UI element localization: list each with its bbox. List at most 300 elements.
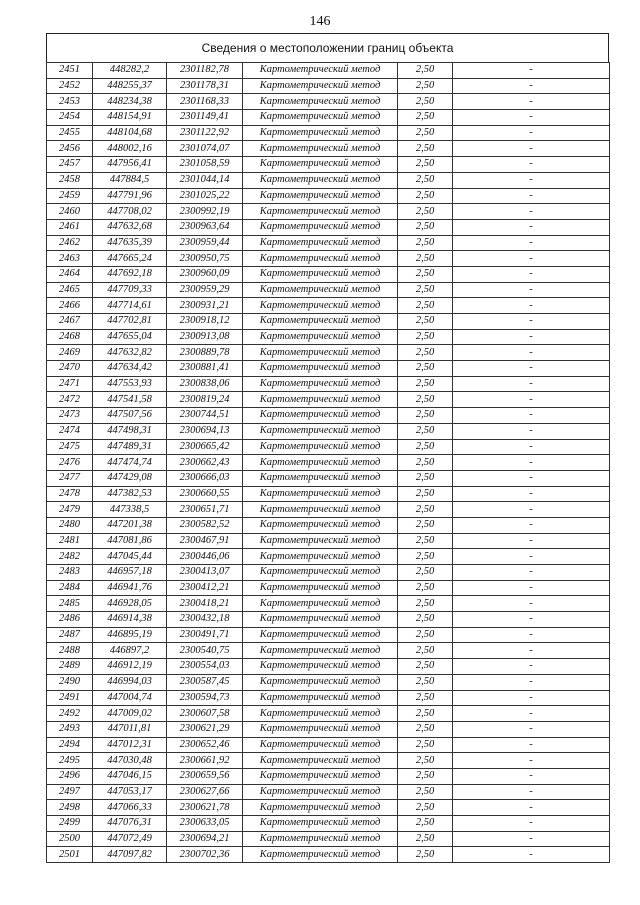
method-cell: Картометрический метод (243, 314, 398, 330)
y-coordinate-cell: 2300819,24 (167, 392, 243, 408)
page-number: 146 (309, 14, 331, 29)
point-number-cell: 2471 (47, 376, 93, 392)
x-coordinate-cell: 446941,76 (93, 580, 167, 596)
point-number-cell: 2484 (47, 580, 93, 596)
description-cell: - (453, 361, 610, 377)
accuracy-cell: 2,50 (398, 392, 453, 408)
accuracy-cell: 2,50 (398, 486, 453, 502)
accuracy-cell: 2,50 (398, 219, 453, 235)
point-number-cell: 2489 (47, 659, 93, 675)
method-cell: Картометрический метод (243, 847, 398, 863)
description-cell: - (453, 235, 610, 251)
description-cell: - (453, 63, 610, 79)
x-coordinate-cell: 447045,44 (93, 549, 167, 565)
table-row (47, 125, 610, 141)
accuracy-cell: 2,50 (398, 298, 453, 314)
accuracy-cell: 2,50 (398, 706, 453, 722)
accuracy-cell: 2,50 (398, 157, 453, 173)
description-cell: - (453, 408, 610, 424)
accuracy-cell: 2,50 (398, 580, 453, 596)
point-number-cell: 2468 (47, 329, 93, 345)
point-number-cell: 2456 (47, 141, 93, 157)
point-number-cell: 2481 (47, 533, 93, 549)
point-number-cell: 2469 (47, 345, 93, 361)
x-coordinate-cell: 446897,2 (93, 643, 167, 659)
method-cell: Картометрический метод (243, 204, 398, 220)
accuracy-cell: 2,50 (398, 690, 453, 706)
description-cell: - (453, 423, 610, 439)
description-cell: - (453, 847, 610, 863)
accuracy-cell: 2,50 (398, 643, 453, 659)
x-coordinate-cell: 447634,42 (93, 361, 167, 377)
accuracy-cell: 2,50 (398, 78, 453, 94)
accuracy-cell: 2,50 (398, 470, 453, 486)
description-cell: - (453, 627, 610, 643)
x-coordinate-cell: 447429,08 (93, 470, 167, 486)
accuracy-cell: 2,50 (398, 345, 453, 361)
y-coordinate-cell: 2300594,73 (167, 690, 243, 706)
method-cell: Картометрический метод (243, 737, 398, 753)
y-coordinate-cell: 2300960,09 (167, 266, 243, 282)
accuracy-cell: 2,50 (398, 596, 453, 612)
point-number-cell: 2457 (47, 157, 93, 173)
x-coordinate-cell: 447498,31 (93, 423, 167, 439)
table-row (47, 110, 610, 126)
table-row (47, 800, 610, 816)
method-cell: Картометрический метод (243, 674, 398, 690)
method-cell: Картометрический метод (243, 706, 398, 722)
method-cell: Картометрический метод (243, 455, 398, 471)
y-coordinate-cell: 2300587,45 (167, 674, 243, 690)
description-cell: - (453, 376, 610, 392)
y-coordinate-cell: 2300651,71 (167, 502, 243, 518)
description-cell: - (453, 612, 610, 628)
y-coordinate-cell: 2301182,78 (167, 63, 243, 79)
x-coordinate-cell: 447338,5 (93, 502, 167, 518)
x-coordinate-cell: 447004,74 (93, 690, 167, 706)
method-cell: Картометрический метод (243, 125, 398, 141)
method-cell: Картометрический метод (243, 643, 398, 659)
description-cell: - (453, 816, 610, 832)
method-cell: Картометрический метод (243, 188, 398, 204)
description-cell: - (453, 439, 610, 455)
x-coordinate-cell: 447791,96 (93, 188, 167, 204)
table-row (47, 439, 610, 455)
y-coordinate-cell: 2300992,19 (167, 204, 243, 220)
point-number-cell: 2458 (47, 172, 93, 188)
method-cell: Картометрический метод (243, 753, 398, 769)
coordinates-table (46, 62, 610, 863)
x-coordinate-cell: 447692,18 (93, 266, 167, 282)
accuracy-cell: 2,50 (398, 94, 453, 110)
method-cell: Картометрический метод (243, 627, 398, 643)
point-number-cell: 2460 (47, 204, 93, 220)
y-coordinate-cell: 2300881,41 (167, 361, 243, 377)
x-coordinate-cell: 446957,18 (93, 565, 167, 581)
y-coordinate-cell: 2300963,64 (167, 219, 243, 235)
x-coordinate-cell: 447076,31 (93, 816, 167, 832)
point-number-cell: 2496 (47, 768, 93, 784)
accuracy-cell: 2,50 (398, 549, 453, 565)
method-cell: Картометрический метод (243, 423, 398, 439)
y-coordinate-cell: 2300661,92 (167, 753, 243, 769)
table-row (47, 612, 610, 628)
description-cell: - (453, 470, 610, 486)
accuracy-cell: 2,50 (398, 565, 453, 581)
table-row (47, 517, 610, 533)
point-number-cell: 2466 (47, 298, 93, 314)
method-cell: Картометрический метод (243, 235, 398, 251)
table-row (47, 674, 610, 690)
x-coordinate-cell: 447474,74 (93, 455, 167, 471)
accuracy-cell: 2,50 (398, 455, 453, 471)
table-row (47, 172, 610, 188)
y-coordinate-cell: 2300446,06 (167, 549, 243, 565)
point-number-cell: 2470 (47, 361, 93, 377)
point-number-cell: 2493 (47, 721, 93, 737)
y-coordinate-cell: 2300621,29 (167, 721, 243, 737)
y-coordinate-cell: 2300702,36 (167, 847, 243, 863)
accuracy-cell: 2,50 (398, 204, 453, 220)
accuracy-cell: 2,50 (398, 674, 453, 690)
accuracy-cell: 2,50 (398, 816, 453, 832)
table-row (47, 470, 610, 486)
x-coordinate-cell: 447956,41 (93, 157, 167, 173)
point-number-cell: 2462 (47, 235, 93, 251)
description-cell: - (453, 172, 610, 188)
accuracy-cell: 2,50 (398, 502, 453, 518)
method-cell: Картометрический метод (243, 345, 398, 361)
method-cell: Картометрический метод (243, 251, 398, 267)
y-coordinate-cell: 2300959,29 (167, 282, 243, 298)
description-cell: - (453, 784, 610, 800)
accuracy-cell: 2,50 (398, 188, 453, 204)
table-row (47, 565, 610, 581)
method-cell: Картометрический метод (243, 486, 398, 502)
point-number-cell: 2477 (47, 470, 93, 486)
accuracy-cell: 2,50 (398, 172, 453, 188)
method-cell: Картометрический метод (243, 157, 398, 173)
y-coordinate-cell: 2300665,42 (167, 439, 243, 455)
x-coordinate-cell: 447884,5 (93, 172, 167, 188)
table-row (47, 831, 610, 847)
x-coordinate-cell: 447030,48 (93, 753, 167, 769)
x-coordinate-cell: 447011,81 (93, 721, 167, 737)
table-row (47, 721, 610, 737)
table-row (47, 282, 610, 298)
y-coordinate-cell: 2301044,14 (167, 172, 243, 188)
point-number-cell: 2474 (47, 423, 93, 439)
y-coordinate-cell: 2300491,71 (167, 627, 243, 643)
table-row (47, 204, 610, 220)
method-cell: Картометрический метод (243, 439, 398, 455)
method-cell: Картометрический метод (243, 768, 398, 784)
description-cell: - (453, 596, 610, 612)
table-row (47, 78, 610, 94)
boundary-sheet (46, 33, 609, 863)
description-cell: - (453, 345, 610, 361)
description-cell: - (453, 188, 610, 204)
description-cell: - (453, 94, 610, 110)
table-row (47, 298, 610, 314)
accuracy-cell: 2,50 (398, 423, 453, 439)
table-row (47, 502, 610, 518)
point-number-cell: 2452 (47, 78, 93, 94)
y-coordinate-cell: 2300652,46 (167, 737, 243, 753)
table-row (47, 533, 610, 549)
y-coordinate-cell: 2300582,52 (167, 517, 243, 533)
table-row (47, 580, 610, 596)
x-coordinate-cell: 447541,58 (93, 392, 167, 408)
description-cell: - (453, 455, 610, 471)
y-coordinate-cell: 2300554,03 (167, 659, 243, 675)
x-coordinate-cell: 447012,31 (93, 737, 167, 753)
method-cell: Картометрический метод (243, 502, 398, 518)
table-row (47, 643, 610, 659)
accuracy-cell: 2,50 (398, 376, 453, 392)
point-number-cell: 2497 (47, 784, 93, 800)
x-coordinate-cell: 447665,24 (93, 251, 167, 267)
x-coordinate-cell: 447553,93 (93, 376, 167, 392)
x-coordinate-cell: 447655,04 (93, 329, 167, 345)
method-cell: Картометрический метод (243, 800, 398, 816)
point-number-cell: 2475 (47, 439, 93, 455)
point-number-cell: 2491 (47, 690, 93, 706)
x-coordinate-cell: 447382,53 (93, 486, 167, 502)
x-coordinate-cell: 448255,37 (93, 78, 167, 94)
y-coordinate-cell: 2300467,91 (167, 533, 243, 549)
description-cell: - (453, 800, 610, 816)
table-row (47, 392, 610, 408)
method-cell: Картометрический метод (243, 298, 398, 314)
x-coordinate-cell: 447635,39 (93, 235, 167, 251)
table-row (47, 141, 610, 157)
y-coordinate-cell: 2300540,75 (167, 643, 243, 659)
y-coordinate-cell: 2300662,43 (167, 455, 243, 471)
table-row (47, 314, 610, 330)
y-coordinate-cell: 2300412,21 (167, 580, 243, 596)
point-number-cell: 2453 (47, 94, 93, 110)
y-coordinate-cell: 2300607,58 (167, 706, 243, 722)
point-number-cell: 2490 (47, 674, 93, 690)
y-coordinate-cell: 2300621,78 (167, 800, 243, 816)
accuracy-cell: 2,50 (398, 125, 453, 141)
point-number-cell: 2492 (47, 706, 93, 722)
method-cell: Картометрический метод (243, 282, 398, 298)
y-coordinate-cell: 2300432,18 (167, 612, 243, 628)
table-row (47, 376, 610, 392)
table-row (47, 345, 610, 361)
table-row (47, 486, 610, 502)
description-cell: - (453, 204, 610, 220)
method-cell: Картометрический метод (243, 596, 398, 612)
y-coordinate-cell: 2300418,21 (167, 596, 243, 612)
description-cell: - (453, 329, 610, 345)
y-coordinate-cell: 2300918,12 (167, 314, 243, 330)
table-row (47, 219, 610, 235)
point-number-cell: 2500 (47, 831, 93, 847)
y-coordinate-cell: 2300659,56 (167, 768, 243, 784)
description-cell: - (453, 517, 610, 533)
method-cell: Картометрический метод (243, 470, 398, 486)
x-coordinate-cell: 447053,17 (93, 784, 167, 800)
accuracy-cell: 2,50 (398, 329, 453, 345)
table-row (47, 659, 610, 675)
point-number-cell: 2498 (47, 800, 93, 816)
point-number-cell: 2451 (47, 63, 93, 79)
method-cell: Картометрический метод (243, 690, 398, 706)
description-cell: - (453, 486, 610, 502)
accuracy-cell: 2,50 (398, 612, 453, 628)
table-title: Сведения о местоположении границ объекта (46, 33, 609, 62)
point-number-cell: 2472 (47, 392, 93, 408)
point-number-cell: 2463 (47, 251, 93, 267)
method-cell: Картометрический метод (243, 219, 398, 235)
description-cell: - (453, 78, 610, 94)
coordinates-table-body (47, 63, 610, 863)
point-number-cell: 2455 (47, 125, 93, 141)
point-number-cell: 2476 (47, 455, 93, 471)
description-cell: - (453, 219, 610, 235)
method-cell: Картометрический метод (243, 141, 398, 157)
x-coordinate-cell: 447507,56 (93, 408, 167, 424)
accuracy-cell: 2,50 (398, 659, 453, 675)
method-cell: Картометрический метод (243, 408, 398, 424)
accuracy-cell: 2,50 (398, 282, 453, 298)
description-cell: - (453, 690, 610, 706)
description-cell: - (453, 266, 610, 282)
y-coordinate-cell: 2300694,13 (167, 423, 243, 439)
point-number-cell: 2495 (47, 753, 93, 769)
point-number-cell: 2485 (47, 596, 93, 612)
point-number-cell: 2494 (47, 737, 93, 753)
description-cell: - (453, 533, 610, 549)
description-cell: - (453, 502, 610, 518)
table-row (47, 784, 610, 800)
x-coordinate-cell: 448104,68 (93, 125, 167, 141)
y-coordinate-cell: 2301178,31 (167, 78, 243, 94)
table-row (47, 408, 610, 424)
table-row (47, 266, 610, 282)
y-coordinate-cell: 2300838,06 (167, 376, 243, 392)
table-row (47, 455, 610, 471)
table-row (47, 596, 610, 612)
x-coordinate-cell: 448154,91 (93, 110, 167, 126)
accuracy-cell: 2,50 (398, 63, 453, 79)
x-coordinate-cell: 446994,03 (93, 674, 167, 690)
description-cell: - (453, 706, 610, 722)
description-cell: - (453, 314, 610, 330)
method-cell: Картометрический метод (243, 94, 398, 110)
y-coordinate-cell: 2300889,78 (167, 345, 243, 361)
y-coordinate-cell: 2300694,21 (167, 831, 243, 847)
description-cell: - (453, 125, 610, 141)
x-coordinate-cell: 446928,05 (93, 596, 167, 612)
method-cell: Картометрический метод (243, 63, 398, 79)
method-cell: Картометрический метод (243, 517, 398, 533)
table-row (47, 690, 610, 706)
accuracy-cell: 2,50 (398, 408, 453, 424)
x-coordinate-cell: 447632,82 (93, 345, 167, 361)
accuracy-cell: 2,50 (398, 768, 453, 784)
point-number-cell: 2464 (47, 266, 93, 282)
method-cell: Картометрический метод (243, 659, 398, 675)
table-row (47, 737, 610, 753)
description-cell: - (453, 110, 610, 126)
table-row (47, 361, 610, 377)
point-number-cell: 2483 (47, 565, 93, 581)
accuracy-cell: 2,50 (398, 753, 453, 769)
x-coordinate-cell: 447009,02 (93, 706, 167, 722)
point-number-cell: 2487 (47, 627, 93, 643)
table-row (47, 549, 610, 565)
x-coordinate-cell: 446914,38 (93, 612, 167, 628)
point-number-cell: 2461 (47, 219, 93, 235)
y-coordinate-cell: 2300413,07 (167, 565, 243, 581)
description-cell: - (453, 753, 610, 769)
method-cell: Картометрический метод (243, 549, 398, 565)
x-coordinate-cell: 448282,2 (93, 63, 167, 79)
point-number-cell: 2482 (47, 549, 93, 565)
method-cell: Картометрический метод (243, 612, 398, 628)
description-cell: - (453, 674, 610, 690)
point-number-cell: 2454 (47, 110, 93, 126)
point-number-cell: 2478 (47, 486, 93, 502)
y-coordinate-cell: 2301058,59 (167, 157, 243, 173)
point-number-cell: 2501 (47, 847, 93, 863)
method-cell: Картометрический метод (243, 78, 398, 94)
x-coordinate-cell: 446912,19 (93, 659, 167, 675)
table-row (47, 423, 610, 439)
x-coordinate-cell: 447097,82 (93, 847, 167, 863)
y-coordinate-cell: 2300950,75 (167, 251, 243, 267)
method-cell: Картометрический метод (243, 266, 398, 282)
method-cell: Картометрический метод (243, 329, 398, 345)
x-coordinate-cell: 447201,38 (93, 517, 167, 533)
table-row (47, 627, 610, 643)
method-cell: Картометрический метод (243, 361, 398, 377)
table-row (47, 847, 610, 863)
x-coordinate-cell: 447714,61 (93, 298, 167, 314)
x-coordinate-cell: 447046,15 (93, 768, 167, 784)
description-cell: - (453, 282, 610, 298)
y-coordinate-cell: 2300627,66 (167, 784, 243, 800)
x-coordinate-cell: 447081,86 (93, 533, 167, 549)
y-coordinate-cell: 2300959,44 (167, 235, 243, 251)
x-coordinate-cell: 448234,38 (93, 94, 167, 110)
description-cell: - (453, 737, 610, 753)
description-cell: - (453, 298, 610, 314)
x-coordinate-cell: 447066,33 (93, 800, 167, 816)
x-coordinate-cell: 448002,16 (93, 141, 167, 157)
table-row (47, 188, 610, 204)
table-row (47, 251, 610, 267)
table-row (47, 753, 610, 769)
accuracy-cell: 2,50 (398, 439, 453, 455)
accuracy-cell: 2,50 (398, 266, 453, 282)
point-number-cell: 2486 (47, 612, 93, 628)
description-cell: - (453, 643, 610, 659)
y-coordinate-cell: 2300633,05 (167, 816, 243, 832)
method-cell: Картометрический метод (243, 816, 398, 832)
table-row (47, 94, 610, 110)
method-cell: Картометрический метод (243, 392, 398, 408)
point-number-cell: 2499 (47, 816, 93, 832)
description-cell: - (453, 549, 610, 565)
y-coordinate-cell: 2301122,92 (167, 125, 243, 141)
x-coordinate-cell: 447489,31 (93, 439, 167, 455)
accuracy-cell: 2,50 (398, 235, 453, 251)
